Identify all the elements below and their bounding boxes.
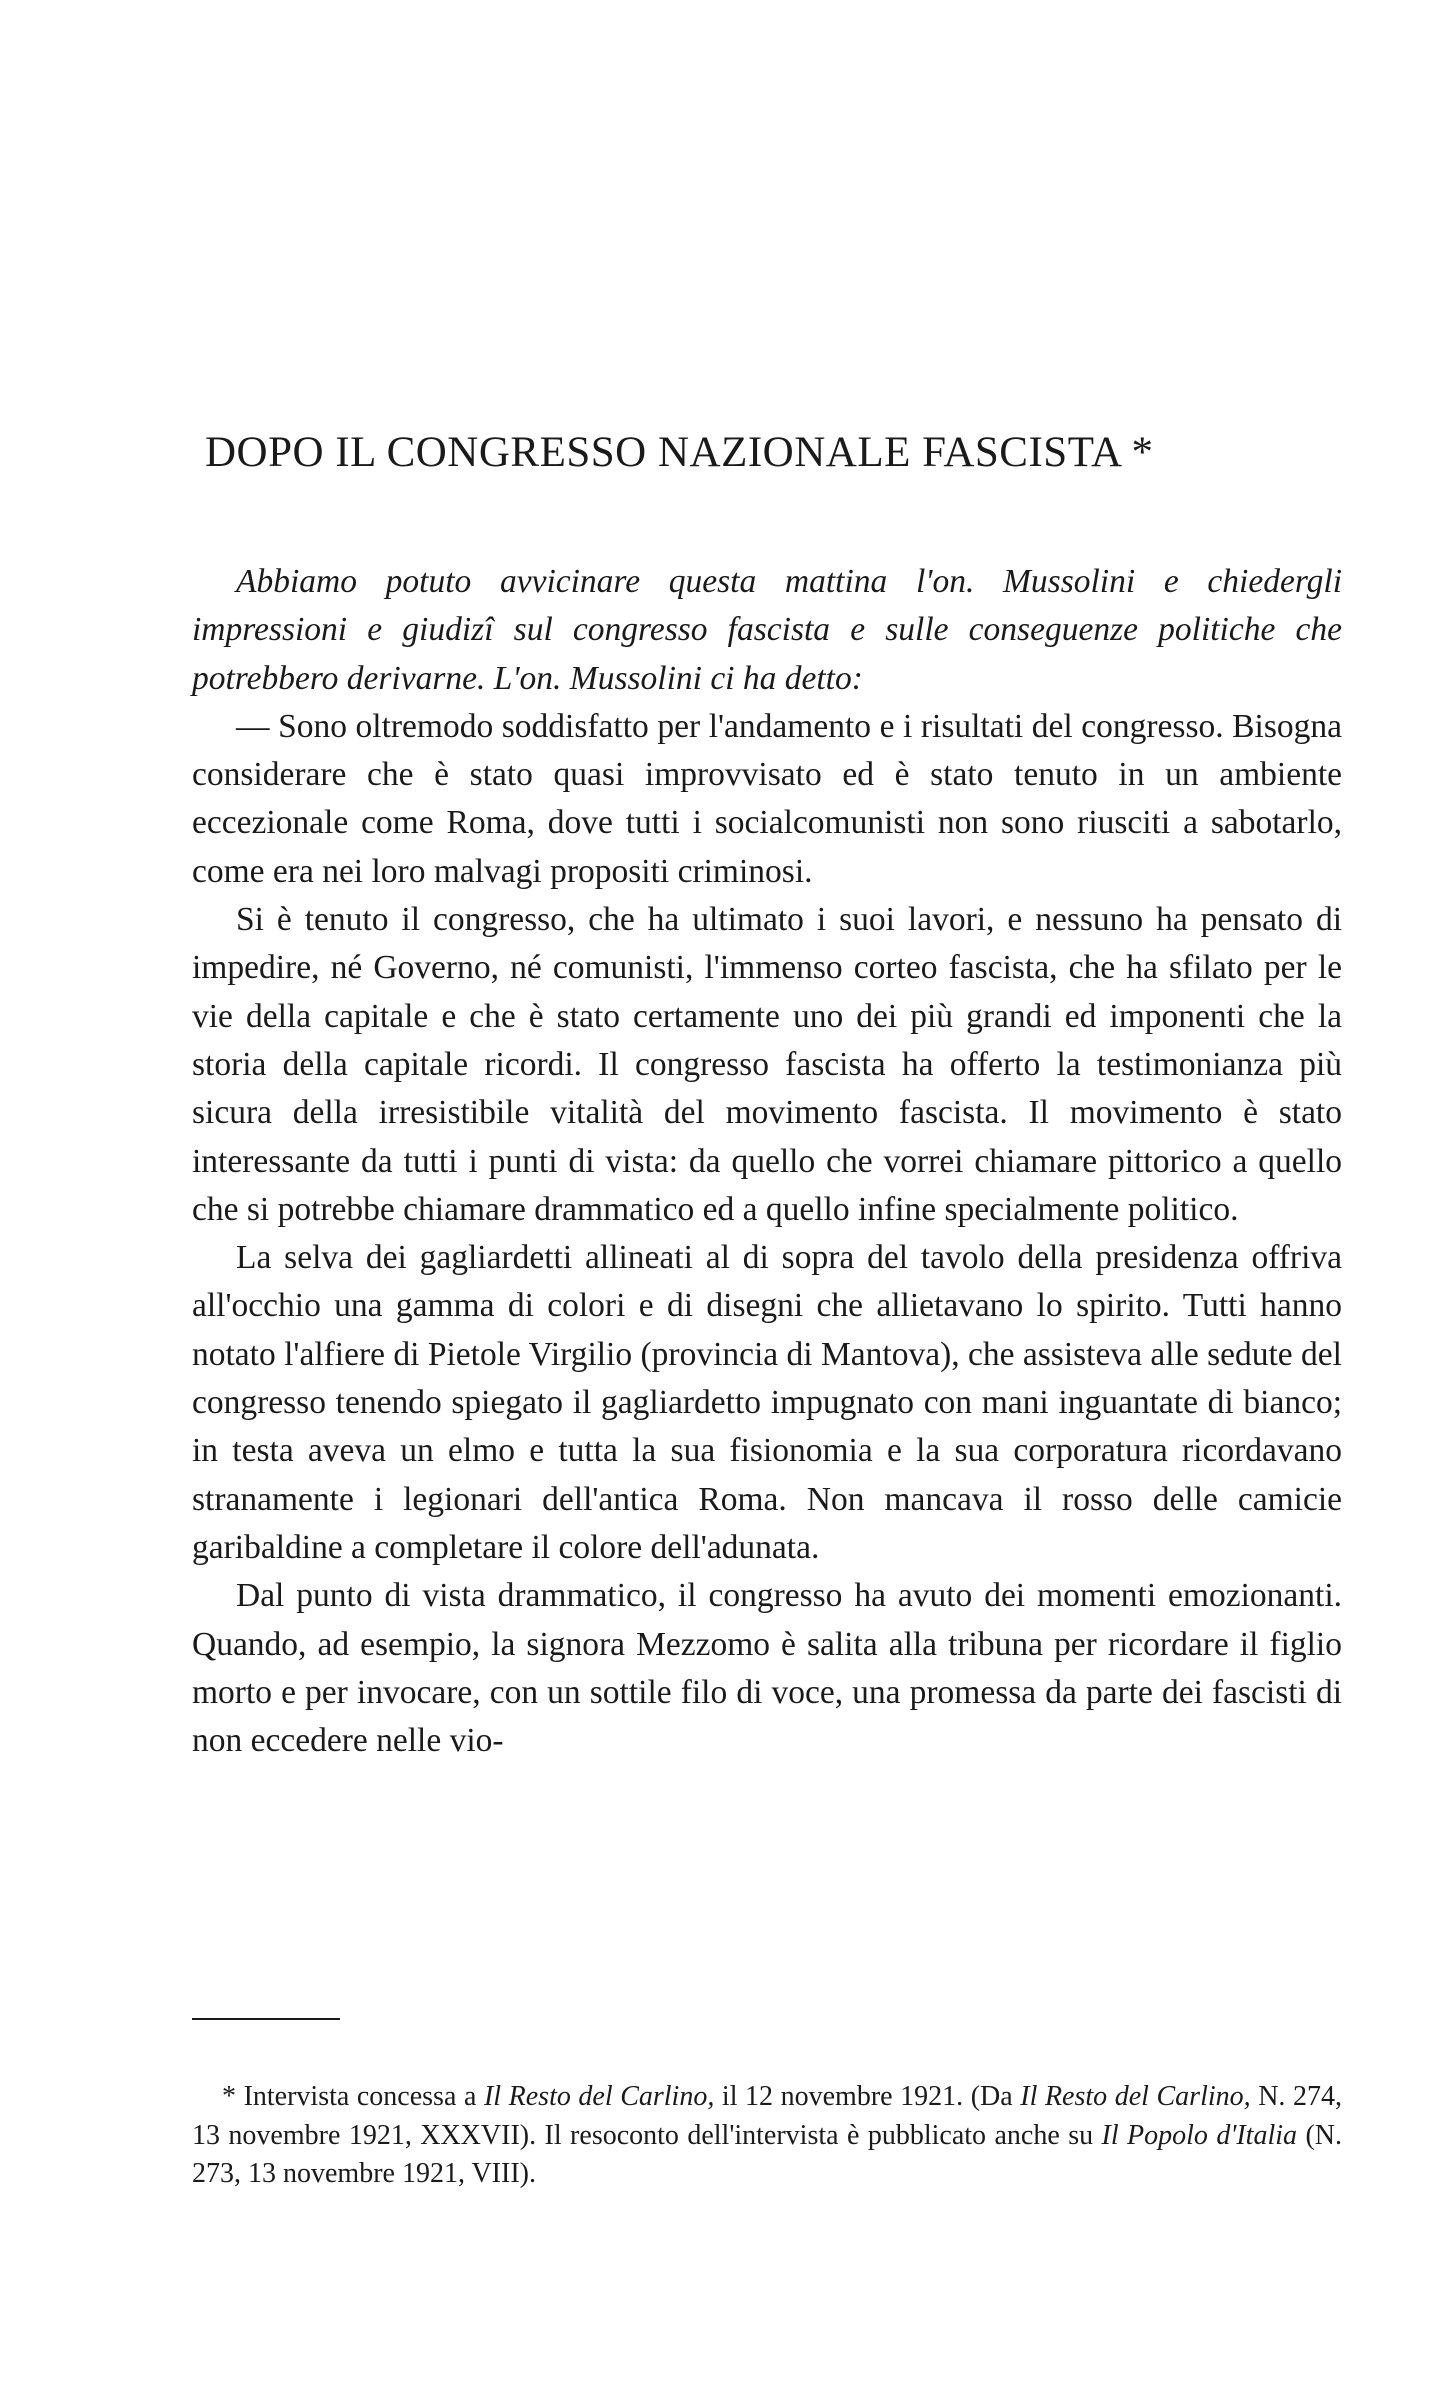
article-body [192,558,1342,1765]
footnote-text: * Intervista concessa a [222,2081,484,2112]
footnote-source: Il Resto del Carlino, [1020,2081,1251,2112]
footnote-text: il 12 novembre 1921. (Da [714,2081,1021,2112]
body-paragraph: Dal punto di vista drammatico, il congresso ha avuto dei momenti emozionanti. Quando, ad esempio, la signora Mezzomo è salita alla tribuna per ricordare il figlio morto e per invocare, con un sottile filo di voce, una promessa da parte dei fascisti di non eccedere nelle vio- [192,1577,1342,1760]
body-paragraph: Si è tenuto il congresso, che ha ultimato i suoi lavori, e nessuno ha pensato di impedire, né Governo, né comunisti, l'immenso corteo fascista, che ha sfilato per le vie della capitale e che è stato certamente uno dei più grandi ed imponenti che la storia della capitale ricordi. Il congresso fascista ha offerto la testimonianza più sicura della irresistibile vitalità del movimento fascista. Il movimento è stato interessante da tutti i punti di vista: da quello che vorrei chiamare pittorico a quello che si potrebbe chiamare drammatico ed a quello infine specialmente politico. [192,901,1342,1228]
footnote-divider [192,2018,340,2020]
footnote-text: (N. 273, 13 novembre 1921, VIII). [192,2119,1342,2189]
footnote-text: N. 274, 13 novembre 1921, XXXVII). Il resoconto dell'intervista è pubblicato anche su [192,2081,1343,2151]
footnote-source: Il Popolo d'Italia [1101,2119,1298,2151]
body-paragraph: — Sono oltremodo soddisfatto per l'andamento e i risultati del congresso. Bisogna considerare che è stato quasi improvvisato ed è stato tenuto in un ambiente eccezionale come Roma, dove tutti i socialcomunisti non sono riusciti a sabotarlo, come era nei loro malvagi propositi criminosi. [192,707,1342,890]
footnote [192,2078,1342,2194]
intro-paragraph: Abbiamo potuto avvicinare questa mattina l'on. Mussolini e chiedergli impressioni e giudizî sul congresso fascista e sulle conseguenze politiche che potrebbero derivarne. L'on. Mussolini ci ha detto: [192,563,1342,697]
page-title: DOPO IL CONGRESSO NAZIONALE FASCISTA * [205,429,1154,476]
footnote-source: Il Resto del Carlino, [483,2081,715,2112]
body-paragraph: La selva dei gagliardetti allineati al di sopra del tavolo della presidenza offriva all'occhio una gamma di colori e di disegni che allietavano lo spirito. Tutti hanno notato l'alfiere di Pietole Virgilio (provincia di Mantova), che assisteva alle sedute del congresso tenendo spiegato il gagliardetto impugnato con mani inguantate di bianco; in testa aveva un elmo e tutta la sua fisionomia e la sua corporatura ricordavano stranamente i legionari dell'antica Roma. Non mancava il rosso delle camicie garibaldine a completare il colore dell'adunata. [192,1239,1342,1566]
